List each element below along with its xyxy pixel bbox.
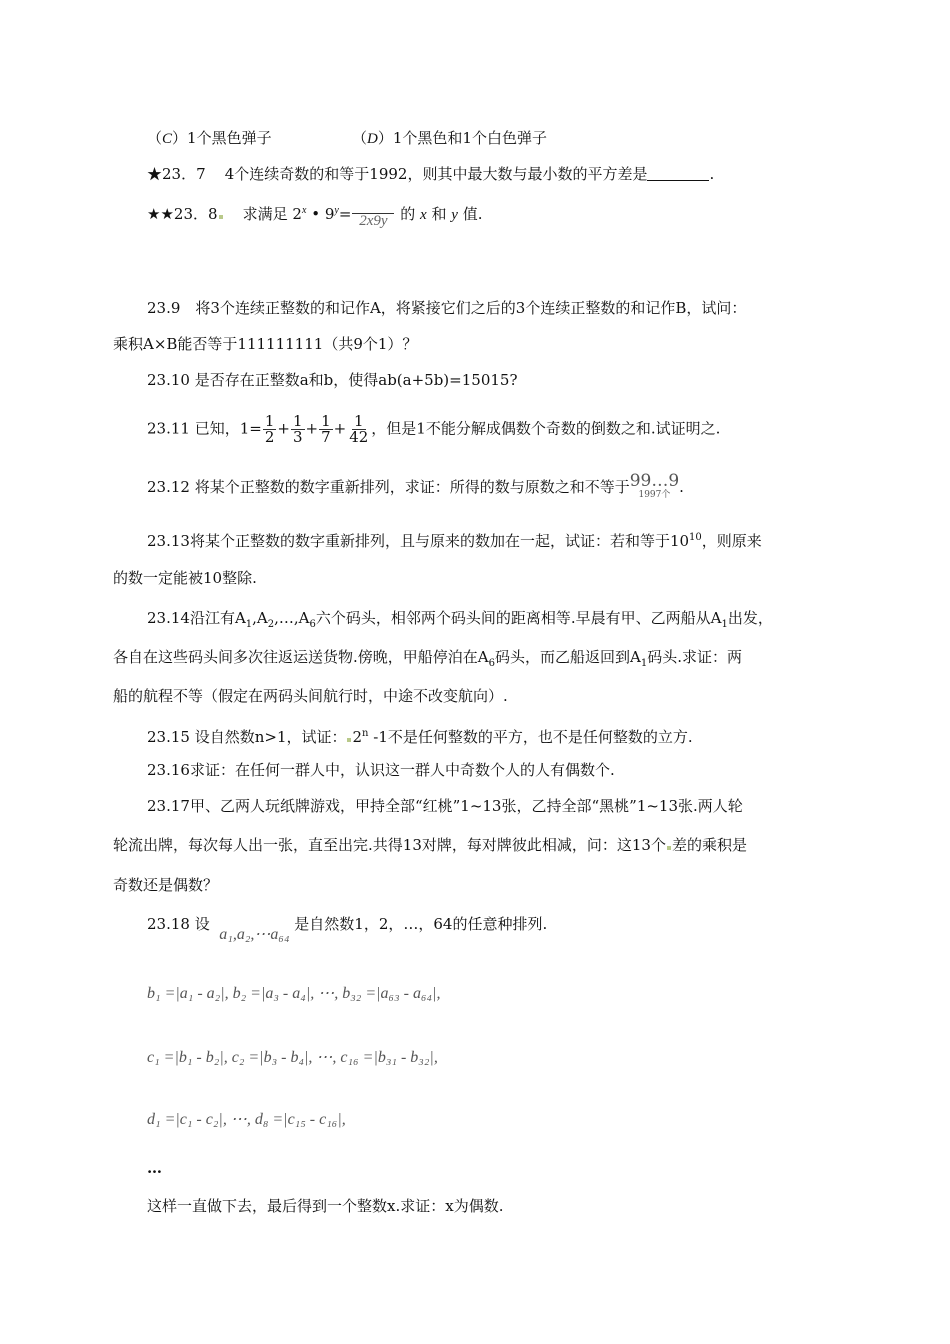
exponent: 10 <box>689 532 702 543</box>
plus: + <box>333 419 347 438</box>
artifact-mark <box>667 846 671 850</box>
problem-23-13-line1 <box>147 528 762 551</box>
option-c-label: C <box>162 131 173 147</box>
problem-23-16: 23.16求证：在任何一群人中，认识这一群人中奇数个人的人有偶数个. <box>147 761 615 779</box>
ellipsis: … <box>147 1159 162 1177</box>
answer-blank <box>647 166 709 181</box>
period: . <box>709 165 715 183</box>
exponent: x <box>301 205 307 216</box>
text: 23.14沿江有A <box>147 609 246 627</box>
denominator: 42 <box>349 428 369 446</box>
plus: + <box>305 419 319 438</box>
nines: 99…9 <box>629 471 680 491</box>
problem-23-14-line1 <box>147 608 773 635</box>
suffix: ，但是1不能分解成偶数个奇数的倒数之和.试证明之. <box>371 419 721 438</box>
problem-text: 4个连续奇数的和等于1992，则其中最大数与最小数的平方差是 <box>224 165 648 183</box>
fraction <box>352 201 394 229</box>
problem-23-17-line2 <box>113 835 747 855</box>
problem-23-7 <box>147 164 714 184</box>
exponent: n <box>362 728 369 739</box>
problem-23-18 <box>147 914 548 943</box>
text: 23.15 设自然数n>1，试证： <box>147 728 347 746</box>
problem-23-15 <box>147 724 693 747</box>
problem-text: 求满足 <box>242 205 288 223</box>
plus: + <box>277 419 290 438</box>
difficulty-stars: ★ <box>147 165 163 183</box>
text: 各自在这些码头间多次往返运送货物.傍晚，甲船停泊在A <box>113 648 489 666</box>
fraction <box>347 414 370 445</box>
formula-d-line: d₁ =|c₁ - c₂|, ⋯, d₈ =|c₁₅ - c₁₆|, <box>147 1111 346 1128</box>
artifact-mark <box>347 738 351 742</box>
fraction <box>263 414 277 445</box>
difficulty-stars: ★★ <box>147 205 174 223</box>
problem-23-18-conclusion: 这样一直做下去，最后得到一个整数x.求证：x为偶数. <box>147 1197 504 1215</box>
problem-23-11 <box>147 414 720 445</box>
numerator: 1 <box>353 412 364 430</box>
problem-23-13-line2: 的数一定能被10整除. <box>113 569 257 587</box>
text: 码头.求证：两 <box>647 648 742 666</box>
base: 2 <box>292 205 302 223</box>
problem-23-14-line2 <box>113 647 742 674</box>
text: ，则原来 <box>701 532 762 550</box>
formula-c-line: c₁ =|b₁ - b₂|, c₂ =|b₃ - b₄|, ⋯, c₁₆ =|b₃₁ - b₃₂|, <box>147 1049 438 1066</box>
numerator: 1 <box>321 412 331 430</box>
text: 23.13将某个正整数的数字重新排列，且与原来的数加在一起，试证：若和等于10 <box>147 532 690 550</box>
text: 23.18 设 <box>147 915 210 933</box>
text: ,…,A <box>274 609 310 627</box>
text: 六个码头，相邻两个码头间的距离相等.早晨有甲、乙两船从A <box>315 609 722 627</box>
base: 9 <box>324 205 335 223</box>
problem-23-14-line3: 船的航程不等（假定在两码头间航行时，中途不改变航向）. <box>113 687 508 705</box>
artifact-mark <box>219 215 223 219</box>
subscript: 1 <box>245 619 253 630</box>
problem-text: 23.12 将某个正整数的数字重新排列，求证：所得的数与原数之和不等于 <box>147 478 630 496</box>
variable: x <box>420 207 427 223</box>
text: 是自然数1，2，…，64的任意种排列. <box>294 915 548 933</box>
subscript: 6 <box>488 658 495 669</box>
option-d-label: D <box>367 131 378 147</box>
formula <box>292 205 395 229</box>
text: 轮流出牌，每次每人出一张，直至出完.共得13对牌，每对牌彼此相减，问：这13个 <box>113 836 666 854</box>
nines-count: 1997个 <box>638 490 671 500</box>
problem-23-17-line3: 奇数还是偶数？ <box>113 876 219 894</box>
text: 差的乘积是 <box>671 836 747 854</box>
option-d: （D）1个黑色和1个白色弹子 <box>352 129 547 147</box>
denominator: 2x9y <box>359 213 388 229</box>
text: ,A <box>252 609 268 627</box>
problem-23-9-line1: 23.9 将3个连续正整数的和记作A，将紧接它们之后的3个连续正整数的和记作B，试问： <box>147 299 747 317</box>
text: 码头，而乙船返回到A <box>494 648 641 666</box>
option-c-text: 1个黑色弹子 <box>187 129 272 147</box>
numerator: 1 <box>292 412 303 430</box>
problem-23-17-line1: 23.17甲、乙两人玩纸牌游戏，甲持全部“红桃”1~13张，乙持全部“黑桃”1~13张.两人轮 <box>147 797 743 815</box>
problem-23-9-line2: 乘积A×B能否等于111111111（共9个1）？ <box>113 335 418 353</box>
numerator: 1 <box>264 412 275 430</box>
denominator: 2 <box>264 428 275 446</box>
subscript: 1 <box>721 619 728 630</box>
denominator: 7 <box>321 428 331 446</box>
problem-23-12 <box>147 471 684 502</box>
text: 出发， <box>727 609 773 627</box>
fraction <box>319 414 333 445</box>
subscript: 1 <box>640 658 648 669</box>
option-c: （C）1个黑色弹子 <box>147 129 272 147</box>
base: 2 <box>352 728 363 746</box>
text: 和 <box>431 205 447 223</box>
repeated-nines <box>629 471 680 502</box>
subscript: 2 <box>267 619 275 630</box>
problem-23-8 <box>147 201 482 229</box>
problem-number: 23．8 <box>173 205 218 223</box>
problem-23-10: 23.10 是否存在正整数a和b，使得ab(a+5b)=15015? <box>147 371 518 389</box>
problem-number: 23．7 <box>162 165 206 183</box>
exponent: y <box>334 205 339 216</box>
prefix: 23.11 已知，1= <box>147 419 262 438</box>
subscript: 6 <box>309 619 316 630</box>
text: 的 <box>400 205 416 223</box>
sequence-a: a₁,a₂,⋯a₆₄ <box>219 926 290 943</box>
equals: = <box>338 205 352 223</box>
fraction <box>291 414 305 445</box>
option-d-text: 1个黑色和1个白色弹子 <box>392 129 547 147</box>
text: 值. <box>462 205 483 223</box>
dot: • <box>311 205 321 223</box>
variable: y <box>451 207 458 223</box>
period: . <box>679 478 684 496</box>
text: -1不是任何整数的平方，也不是任何整数的立方. <box>368 728 693 746</box>
formula-b-line: b₁ =|a₁ - a₂|, b₂ =|a₃ - a₄|, ⋯, b₃₂ =|a₆₃ - a₆₄|, <box>147 985 441 1002</box>
denominator: 3 <box>292 428 303 446</box>
